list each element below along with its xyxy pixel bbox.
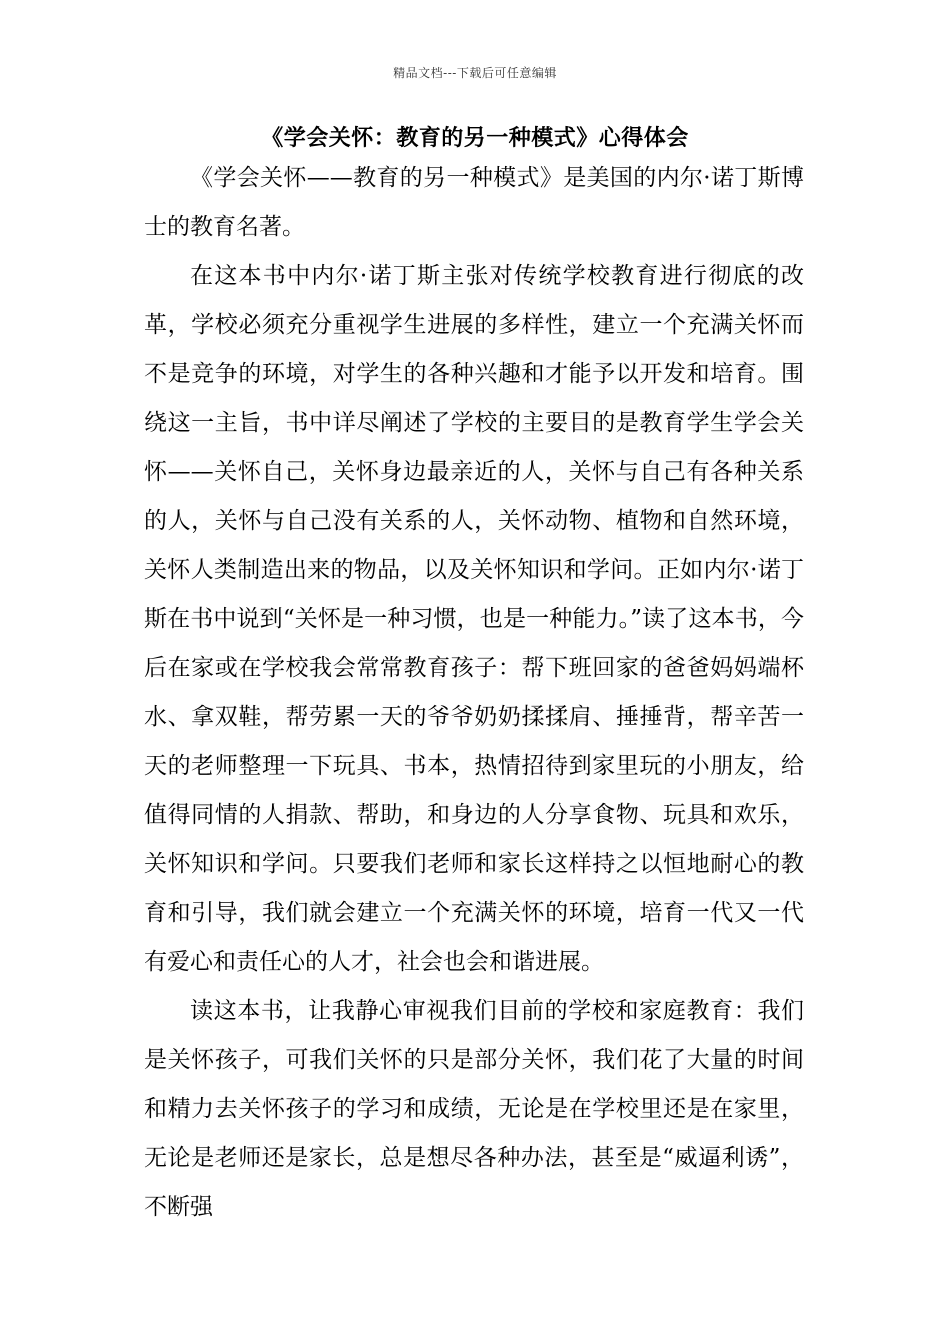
paragraph: 读这本书，让我静心审视我们目前的学校和家庭教育：我们是关怀孩子，可我们关怀的只是部分关怀，我们花了大量的时间和精力去关怀孩子的学习和成绩，无论是在学校里还是在家里，无论是老师还是家长，总是想尽各种办法，甚至是“威逼利诱”，不断强 [144,998,804,1220]
page-header: 精品文档---下载后可任意编辑 [393,66,557,80]
paragraph: 在这本书中内尔·诺丁斯主张对传统学校教育进行彻底的改革，学校必须充分重视学生进展的多样性，建立一个充满关怀而不是竞争的环境，对学生的各种兴趣和才能予以开发和培育。围绕这一主旨，书中详尽阐述了学校的主要目的是教育学生学会关怀——关怀自己，关怀身边最亲近的人，关怀与自己有各种关系的人，关怀与自己没有关系的人，关怀动物、植物和自然环境，关怀人类制造出来的物品，以及关怀知识和学问。正如内尔·诺丁斯在书中说到“关怀是一种习惯，也是一种能力。”读了这本书，今后在家或在学校我会常常教育孩子：帮下班回家的爸爸妈妈端杯水、拿双鞋，帮劳累一天的爷爷奶奶揉揉肩、捶捶背，帮辛苦一天的老师整理一下玩具、书本，热情招待到家里玩的小朋友，给值得同情的人捐款、帮助，和身边的人分享食物、玩具和欢乐，关怀知识和学问。只要我们老师和家长这样持之以恒地耐心的教育和引导，我们就会建立一个充满关怀的环境，培育一代又一代有爱心和责任心的人才，社会也会和谐进展。 [144,263,804,975]
document-title: 《学会关怀：教育的另一种模式》心得体会 [261,125,689,151]
document-body [144,154,804,1232]
paragraph: 《学会关怀——教育的另一种模式》是美国的内尔·诺丁斯博士的教育名著。 [144,165,804,240]
